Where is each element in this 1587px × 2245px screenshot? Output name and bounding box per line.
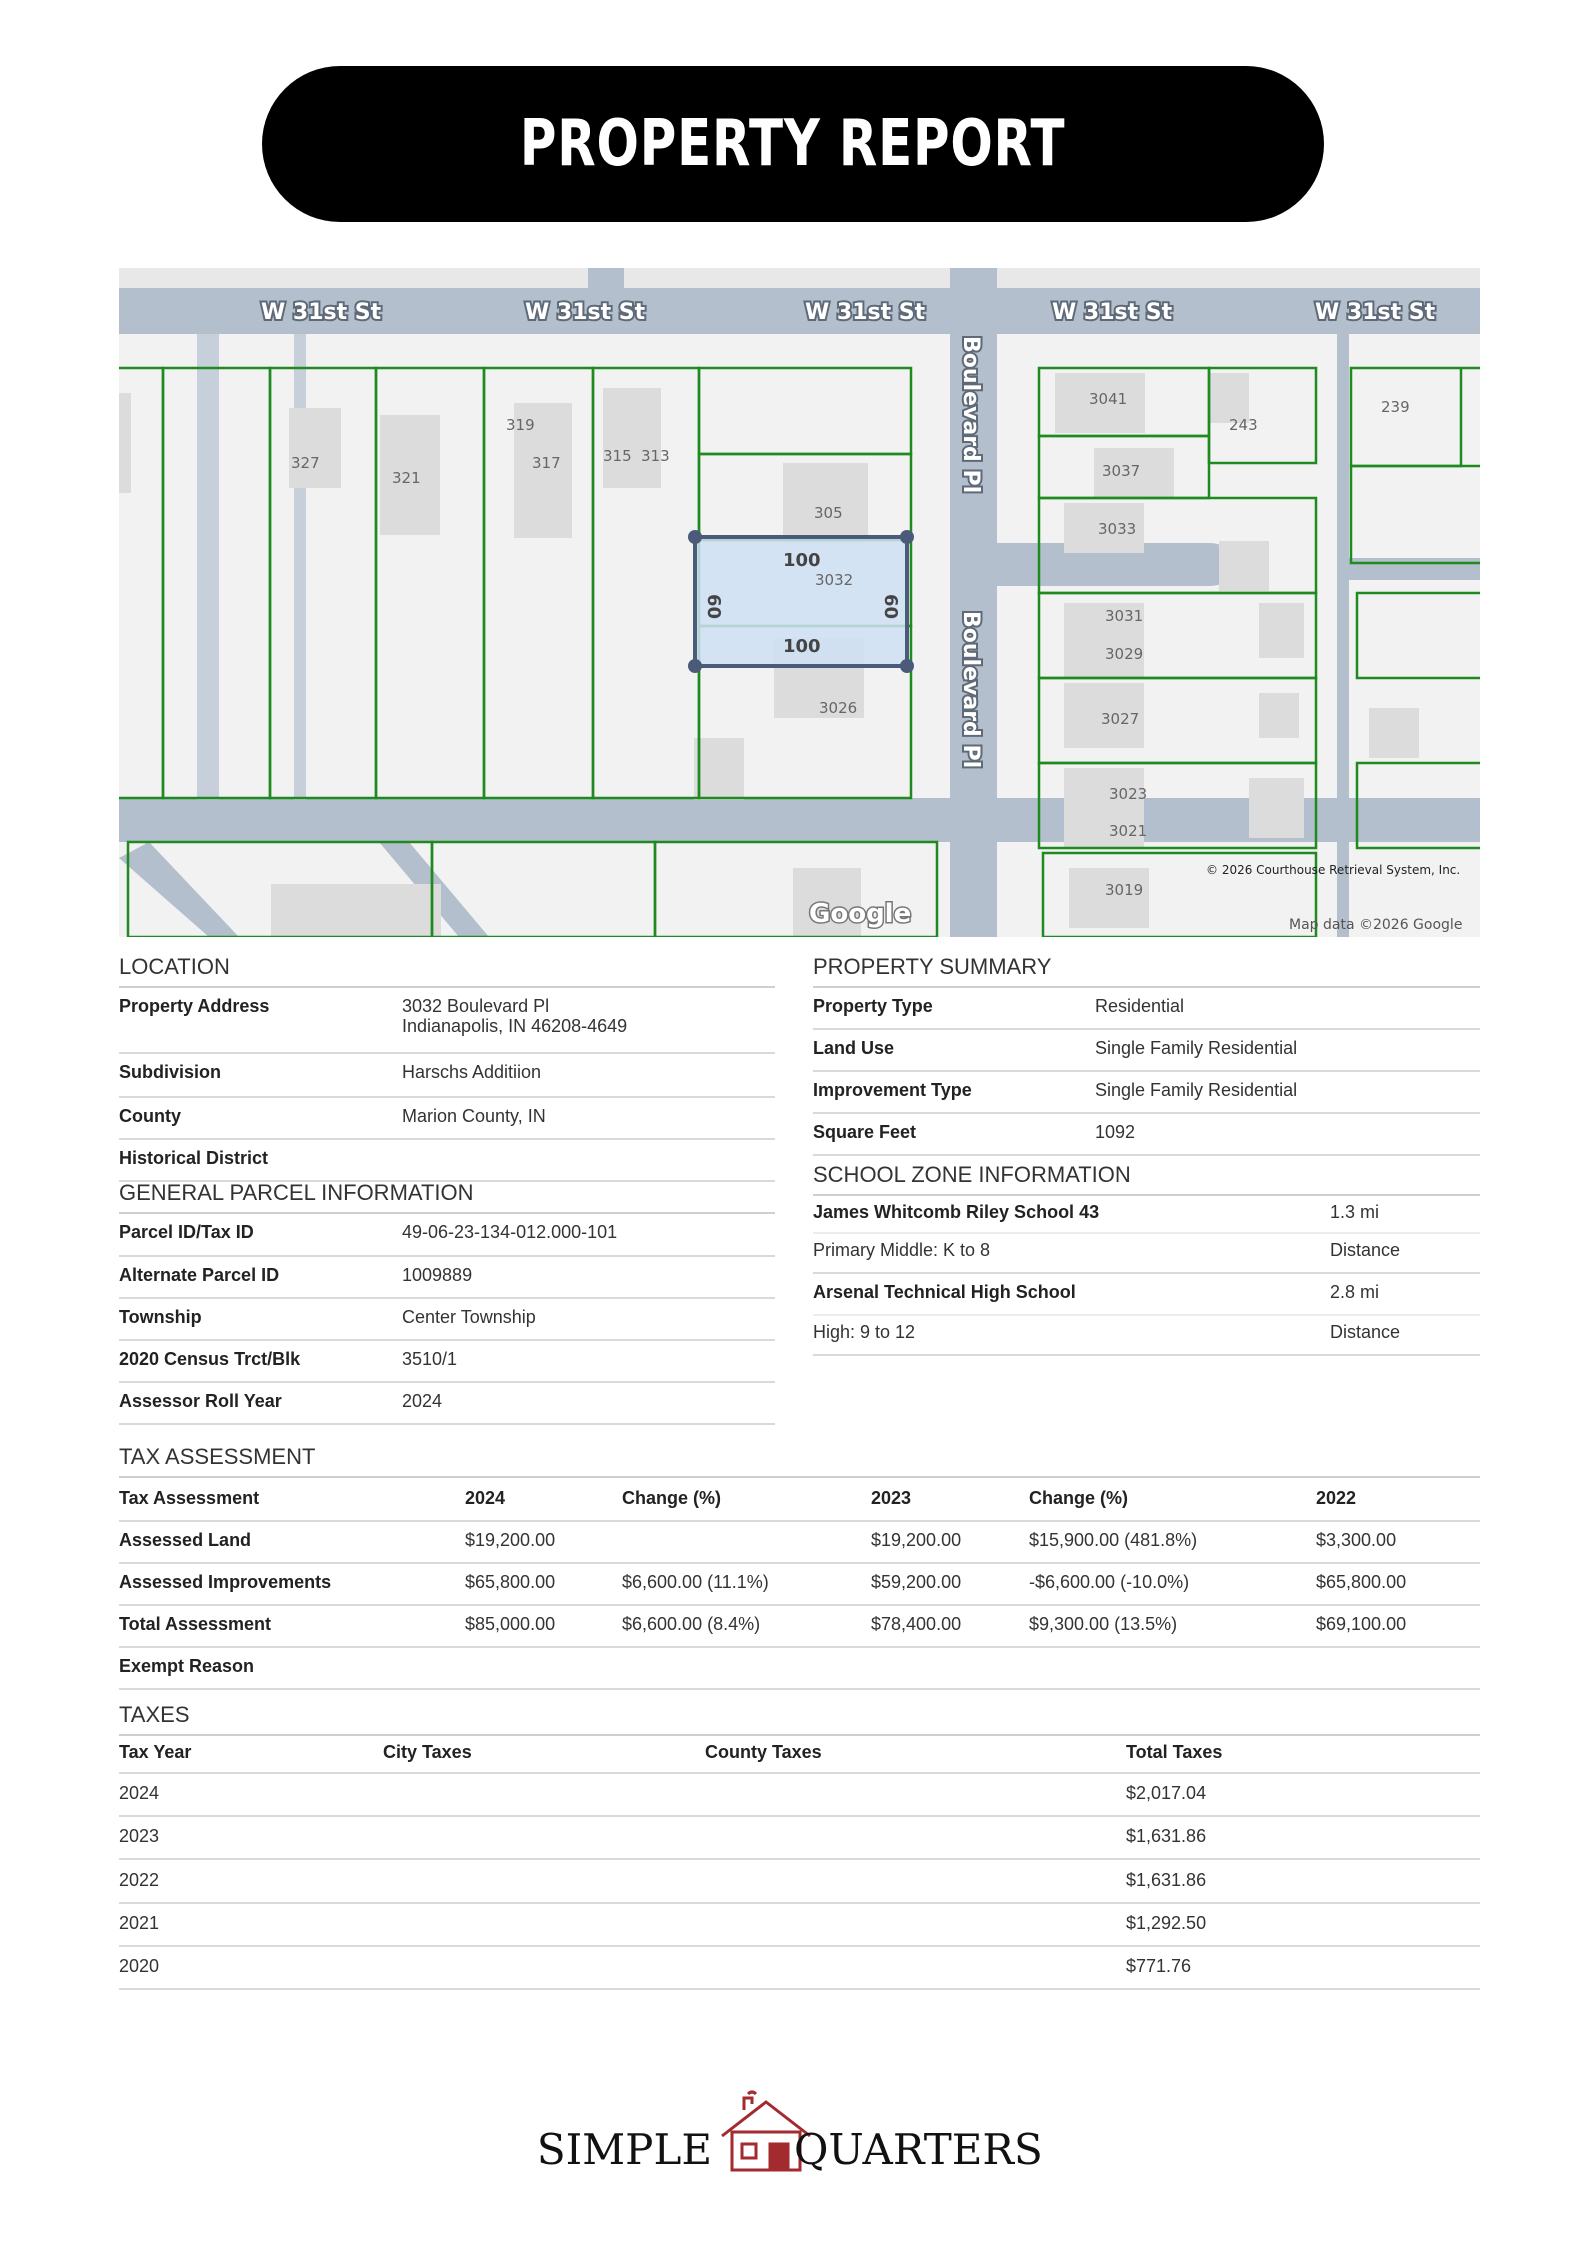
parcel-row: [119, 1341, 775, 1383]
table-cell: $19,200.00: [465, 1530, 556, 1550]
table-cell: $65,800.00: [1316, 1572, 1407, 1592]
svg-text:3041: 3041: [1089, 390, 1128, 408]
svg-text:3033: 3033: [1098, 520, 1137, 538]
row-label: Property Type: [813, 996, 933, 1016]
column-header: 2023: [871, 1488, 912, 1508]
parcel-row: [119, 1383, 775, 1425]
street-label: W 31st St: [1052, 300, 1173, 325]
summary-row: [813, 1072, 1480, 1114]
svg-text:3029: 3029: [1105, 645, 1144, 663]
svg-text:239: 239: [1381, 398, 1410, 416]
summary-row: [813, 1030, 1480, 1072]
table-row: [119, 1648, 1480, 1690]
row-label: Historical District: [119, 1148, 269, 1168]
row-label: Total Assessment: [119, 1614, 272, 1634]
report-title-banner: [262, 66, 1324, 222]
parcel-map[interactable]: [119, 268, 1480, 937]
distance-label: Distance: [1330, 1322, 1401, 1342]
summary-row: [813, 1114, 1480, 1156]
column-header: 2024: [465, 1488, 506, 1508]
svg-text:319: 319: [506, 416, 535, 434]
svg-text:313: 313: [641, 447, 670, 465]
row-value: Harschs Additiion: [402, 1062, 542, 1082]
svg-text:3019: 3019: [1105, 881, 1144, 899]
row-value: [402, 996, 627, 1036]
svg-text:3032: 3032: [815, 571, 854, 589]
row-value: 49-06-23-134-012.000-101: [402, 1222, 618, 1242]
column-header: 2022: [1316, 1488, 1357, 1508]
row-label: Assessor Roll Year: [119, 1391, 282, 1411]
section-title: GENERAL PARCEL INFORMATION: [119, 1178, 775, 1214]
school-row: [813, 1316, 1480, 1356]
logo-text-left: SIMPLE: [536, 2125, 712, 2174]
svg-text:327: 327: [291, 454, 320, 472]
logo-text-right: QUARTERS: [794, 2125, 1043, 2174]
table-cell: -$6,600.00 (-10.0%): [1029, 1572, 1190, 1592]
svg-text:3031: 3031: [1105, 607, 1144, 625]
general-parcel-section: [119, 1178, 775, 1425]
property-summary-section: [813, 952, 1480, 1156]
row-label: Assessed Improvements: [119, 1572, 332, 1592]
table-row: [119, 1606, 1480, 1648]
street-label: Boulevard Pl: [958, 336, 983, 494]
column-header: Change (%): [622, 1488, 721, 1508]
parcel-row: [119, 1257, 775, 1299]
row-value: 3510/1: [402, 1349, 458, 1369]
school-distance: 2.8 mi: [1330, 1282, 1380, 1302]
school-name: Arsenal Technical High School: [813, 1282, 1076, 1302]
school-row: [813, 1196, 1480, 1234]
parcel-row: [119, 1214, 775, 1257]
table-row: [119, 1860, 1480, 1904]
table-cell: $19,200.00: [871, 1530, 962, 1550]
row-value: Single Family Residential: [1095, 1038, 1298, 1058]
column-header: City Taxes: [383, 1742, 472, 1762]
column-header: Tax Year: [119, 1742, 192, 1762]
row-label: County: [119, 1106, 181, 1126]
table-cell: $771.76: [1126, 1956, 1192, 1976]
table-cell: 2023: [119, 1826, 160, 1846]
table-row: [119, 1522, 1480, 1564]
street-label: W 31st St: [1315, 300, 1436, 325]
tax-assessment-section: [119, 1442, 1480, 1690]
report-title: PROPERTY REPORT: [520, 107, 1066, 181]
school-grades: High: 9 to 12: [813, 1322, 916, 1342]
row-label: Property Address: [119, 996, 270, 1016]
school-zone-section: [813, 1160, 1480, 1356]
table-row: [119, 1947, 1480, 1990]
svg-text:3037: 3037: [1102, 462, 1141, 480]
row-value: Single Family Residential: [1095, 1080, 1298, 1100]
table-header-row: [119, 1478, 1480, 1522]
location-row: [119, 988, 775, 1054]
location-row: [119, 1098, 775, 1140]
map-attribution: © 2026 Courthouse Retrieval System, Inc.: [1206, 863, 1461, 877]
map-data-credit: Map data ©2026 Google: [1289, 917, 1463, 933]
table-cell: $1,631.86: [1126, 1826, 1207, 1846]
section-title: LOCATION: [119, 952, 775, 988]
school-distance: 1.3 mi: [1330, 1202, 1380, 1222]
table-cell: $9,300.00 (13.5%): [1029, 1614, 1178, 1634]
table-cell: 2022: [119, 1870, 160, 1890]
svg-text:3026: 3026: [819, 699, 858, 717]
column-header: County Taxes: [705, 1742, 822, 1762]
school-name: James Whitcomb Riley School 43: [813, 1202, 1100, 1222]
location-row: [119, 1054, 775, 1098]
row-value: Marion County, IN: [402, 1106, 546, 1126]
svg-text:305: 305: [814, 504, 843, 522]
table-cell: 2020: [119, 1956, 160, 1976]
table-cell: 2024: [119, 1783, 160, 1803]
svg-text:321: 321: [392, 469, 421, 487]
row-value: Center Township: [402, 1307, 536, 1327]
row-label: Square Feet: [813, 1122, 917, 1142]
row-value: 2024: [402, 1391, 443, 1411]
section-title: TAXES: [119, 1700, 1480, 1736]
street-label: Boulevard Pl: [958, 611, 983, 769]
column-header: Change (%): [1029, 1488, 1128, 1508]
svg-text:3023: 3023: [1109, 785, 1148, 803]
row-value: 1009889: [402, 1265, 473, 1285]
row-label: Land Use: [813, 1038, 895, 1058]
table-cell: 2021: [119, 1913, 160, 1933]
section-title: SCHOOL ZONE INFORMATION: [813, 1160, 1480, 1196]
svg-text:317: 317: [532, 454, 561, 472]
table-cell: $78,400.00: [871, 1614, 962, 1634]
table-cell: $6,600.00 (8.4%): [622, 1614, 761, 1634]
table-cell: $1,292.50: [1126, 1913, 1207, 1933]
svg-text:60: 60: [880, 594, 901, 620]
section-title: PROPERTY SUMMARY: [813, 952, 1480, 988]
table-cell: $3,300.00: [1316, 1530, 1397, 1550]
svg-text:60: 60: [703, 594, 724, 620]
row-label: Assessed Land: [119, 1530, 252, 1550]
svg-text:100: 100: [783, 550, 821, 571]
table-cell: $59,200.00: [871, 1572, 962, 1592]
section-title: TAX ASSESSMENT: [119, 1442, 1480, 1478]
parcel-row: [119, 1299, 775, 1341]
location-section: [119, 952, 775, 1182]
distance-label: Distance: [1330, 1240, 1401, 1260]
street-label: W 31st St: [805, 300, 926, 325]
school-row: [813, 1274, 1480, 1316]
table-row: [119, 1774, 1480, 1817]
row-label: Exempt Reason: [119, 1656, 255, 1676]
column-header: Total Taxes: [1126, 1742, 1223, 1762]
table-header-row: [119, 1736, 1480, 1774]
address-line-2: Indianapolis, IN 46208-4649: [402, 1016, 628, 1036]
svg-text:100: 100: [783, 636, 821, 657]
street-label: W 31st St: [261, 300, 382, 325]
table-row: [119, 1817, 1480, 1860]
school-row: [813, 1234, 1480, 1274]
row-label: 2020 Census Trct/Blk: [119, 1349, 301, 1369]
table-cell: $69,100.00: [1316, 1614, 1407, 1634]
taxes-section: [119, 1700, 1480, 1990]
table-cell: $85,000.00: [465, 1614, 556, 1634]
row-label: Parcel ID/Tax ID: [119, 1222, 254, 1242]
row-label: Improvement Type: [813, 1080, 972, 1100]
table-cell: $1,631.86: [1126, 1870, 1207, 1890]
svg-text:243: 243: [1229, 416, 1258, 434]
svg-text:315: 315: [603, 447, 632, 465]
table-cell: $6,600.00 (11.1%): [622, 1572, 769, 1592]
location-row: [119, 1140, 775, 1182]
column-header: Tax Assessment: [119, 1488, 260, 1508]
table-cell: $65,800.00: [465, 1572, 556, 1592]
address-line-1: 3032 Boulevard Pl: [402, 996, 550, 1016]
simple-quarters-logo: [0, 2088, 1587, 2178]
table-row: [119, 1564, 1480, 1606]
street-label: W 31st St: [525, 300, 646, 325]
row-label: Township: [119, 1307, 202, 1327]
google-logo: Google: [809, 899, 912, 929]
summary-row: [813, 988, 1480, 1030]
row-label: Subdivision: [119, 1062, 222, 1082]
row-value: Residential: [1095, 996, 1185, 1016]
row-value: 1092: [1095, 1122, 1136, 1142]
svg-text:3021: 3021: [1109, 822, 1148, 840]
row-label: Alternate Parcel ID: [119, 1265, 280, 1285]
table-cell: $15,900.00 (481.8%): [1029, 1530, 1198, 1550]
table-row: [119, 1904, 1480, 1947]
svg-text:3027: 3027: [1101, 710, 1140, 728]
school-grades: Primary Middle: K to 8: [813, 1240, 991, 1260]
table-cell: $2,017.04: [1126, 1783, 1207, 1803]
